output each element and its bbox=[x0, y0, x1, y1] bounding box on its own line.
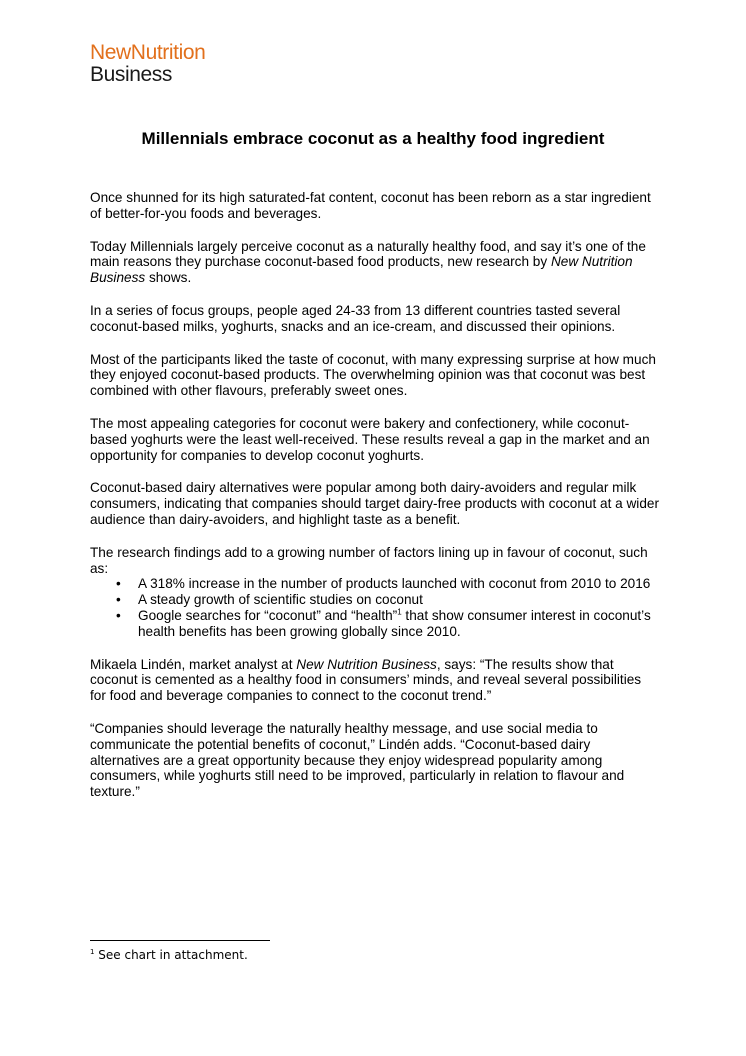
bullet-icon: • bbox=[116, 607, 121, 623]
paragraph-categories: The most appealing categories for coconut were bakery and confectionery, while coconut-based yoghurts were the least well-received. These results reveal a gap in the market and an opportunity for companies to develop coconut yoghurts. bbox=[90, 415, 650, 463]
footnote bbox=[90, 948, 248, 962]
list-item: • A 318% increase in the number of products launched with coconut from 2010 to 2016 bbox=[116, 576, 651, 592]
paragraph-dairy-alternatives: Coconut-based dairy alternatives were popular among both dairy-avoiders and regular milk consumers, indicating that companies should target dairy-free products with coconut at a wider audience than dairy-avoiders, and highlight taste as a benefit. bbox=[90, 480, 659, 527]
footnote-text: See chart in attachment. bbox=[94, 948, 248, 962]
footnote-divider bbox=[90, 940, 270, 941]
paragraph-quote-analyst: Mikaela Lindén, market analyst at New Nutrition Business, says: “The results show that coconut is cemented as a healthy food in consumers’ minds, and reveal several possibilities for food and beverage companies to connect to the coconut trend.” bbox=[90, 656, 642, 704]
paragraph-millennials: Today Millennials largely perceive coconut as a naturally healthy food, and say it’s one of the main reasons they purchase coconut-based food products, new research by New Nutrition Business shows. bbox=[90, 238, 646, 286]
publication-name: New Nutrition Business bbox=[90, 254, 633, 286]
paragraph-intro: Once shunned for its high saturated-fat content, coconut has been reborn as a star ingredient of better-for-you foods and beverages. bbox=[90, 190, 651, 221]
logo-line-1: NewNutrition bbox=[90, 41, 206, 64]
paragraph-focus-groups: In a series of focus groups, people aged 24-33 from 13 different countries tasted several coconut-based milks, yoghurts, snacks and an ice-cream, and discussed their opinions. bbox=[90, 302, 621, 334]
list-item: • Google searches for “coconut” and “health”$^1$ that show consumer interest in coconut’s health benefits has been growing globally since 2010. bbox=[116, 607, 651, 639]
footnote-reference[interactable]: 1 bbox=[397, 607, 402, 617]
logo-line-2: Business bbox=[90, 63, 173, 86]
paragraph-factors: The research findings add to a growing number of factors lining up in favour of coconut, such as: bbox=[90, 544, 648, 576]
bullet-icon: • bbox=[116, 592, 121, 608]
paragraph-quote-companies: “Companies should leverage the naturally healthy message, and use social media to communicate the potential benefits of coconut,” Lindén adds. “Coconut-based dairy alternatives are a great opportunity because they enjoy widespread popularity among consumers, while yoghurts still need to be improved, particularly in relation to flavour and texture.” bbox=[90, 720, 625, 800]
factors-list bbox=[90, 576, 660, 639]
list-item: • A steady growth of scientific studies on coconut bbox=[116, 592, 423, 608]
company-logo bbox=[90, 42, 205, 86]
article-body bbox=[90, 190, 660, 817]
page-title: Millennials embrace coconut as a healthy food ingredient bbox=[141, 129, 605, 148]
footnote-marker: 1 bbox=[90, 948, 95, 956]
paragraph-taste: Most of the participants liked the taste of coconut, with many expressing surprise at how much they enjoyed coconut-based products. The overwhelming opinion was that coconut was best combined with other flavours, preferably sweet ones. bbox=[90, 351, 656, 399]
bullet-icon: • bbox=[116, 576, 121, 592]
publication-name: New Nutrition Business bbox=[296, 656, 437, 672]
